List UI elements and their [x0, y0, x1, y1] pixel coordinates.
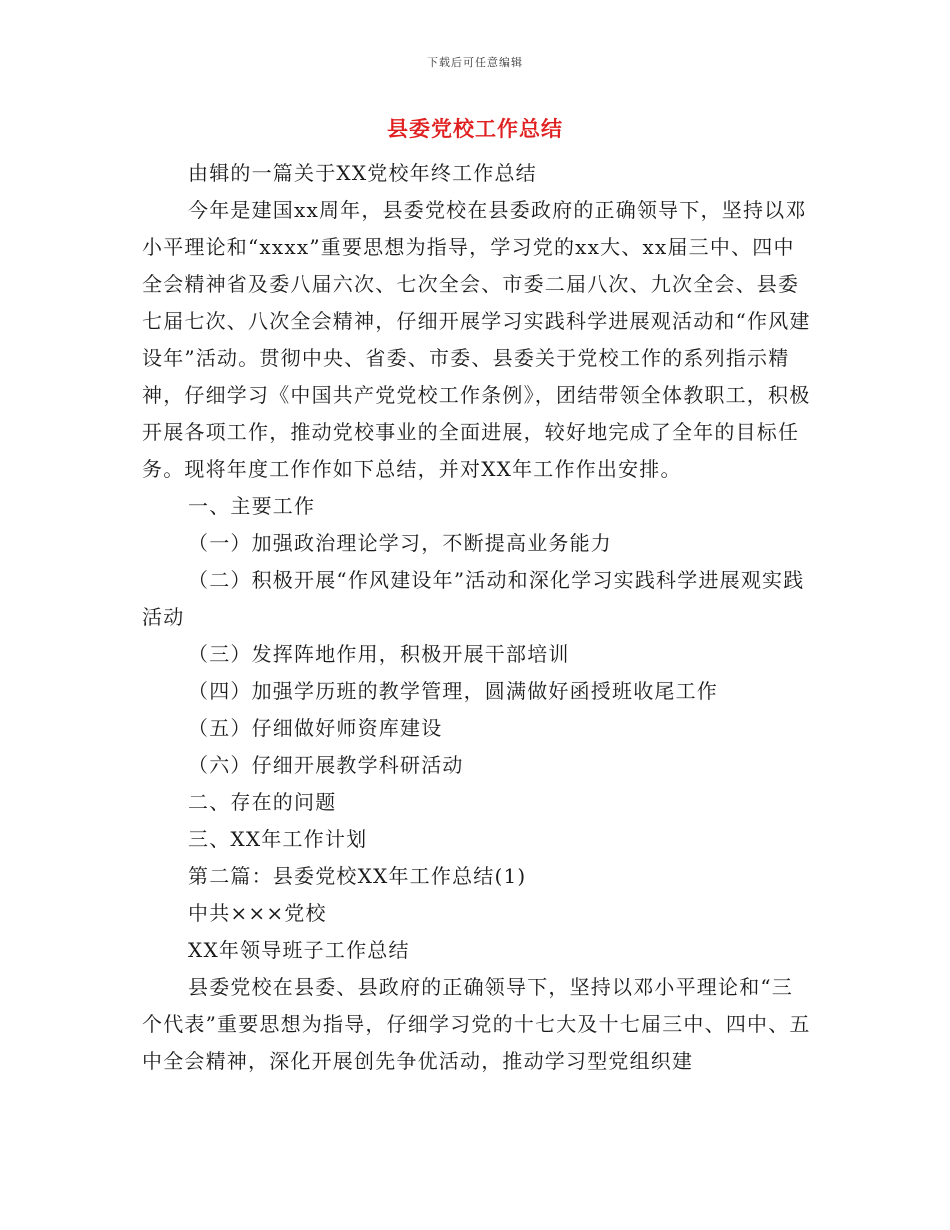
paragraph-summary: 今年是建国xx周年，县委党校在县委政府的正确领导下，坚持以邓小平理论和“xxxx”重要思想为指导，学习党的xx大、xx届三中、四中全会精神省及委八届六次、七次全会、市委二届八次、九次全会、县委七届七次、八次全会精神，仔细开展学习实践科学进展观活动和“作风建设年”活动。贯彻中央、省委、市委、县委关于党校工作的系列指示精神，仔细学习《中国共产党党校工作条例》，团结带领全体教职工，积极开展各项工作，推动党校事业的全面进展，较好地完成了全年的目标任务。现将年度工作作如下总结，并对XX年工作作出安排。 [142, 198, 811, 481]
subsection-item-1: （一）加强政治理论学习，不断提高业务能力 [188, 531, 612, 555]
subsection-item-5: （五）仔细做好师资库建设 [188, 716, 443, 740]
paragraph-intro: 由辑的一篇关于XX党校年终工作总结 [188, 161, 537, 185]
page-header-note: 下载后可任意编辑 [427, 56, 523, 69]
section-heading-main-work: 一、主要工作 [188, 494, 316, 518]
subsection-item-2: （二）积极开展“作风建设年”活动和深化学习实践科学进展观实践活动 [142, 568, 805, 629]
document-title: 县委党校工作总结 [387, 116, 563, 141]
subsection-item-3: （三）发挥阵地作用，积极开展干部培训 [188, 642, 570, 666]
second-article-heading: 第二篇：县委党校XX年工作总结(1) [188, 864, 527, 888]
report-subtitle: XX年领导班子工作总结 [188, 938, 410, 962]
subsection-item-4: （四）加强学历班的教学管理，圆满做好函授班收尾工作 [188, 679, 718, 703]
paragraph-second-article-body: 县委党校在县委、县政府的正确领导下，坚持以邓小平理论和“三个代表”重要思想为指导，仔细学习党的十七大及十七届三中、四中、五中全会精神，深化开展创先争优活动，推动学习型党组织建 [142, 975, 811, 1073]
section-heading-problems: 二、存在的问题 [188, 790, 337, 814]
section-heading-plan: 三、XX年工作计划 [188, 827, 368, 851]
subsection-item-6: （六）仔细开展教学科研活动 [188, 753, 464, 777]
organization-name: 中共×××党校 [188, 901, 327, 925]
document-body [142, 155, 812, 1080]
